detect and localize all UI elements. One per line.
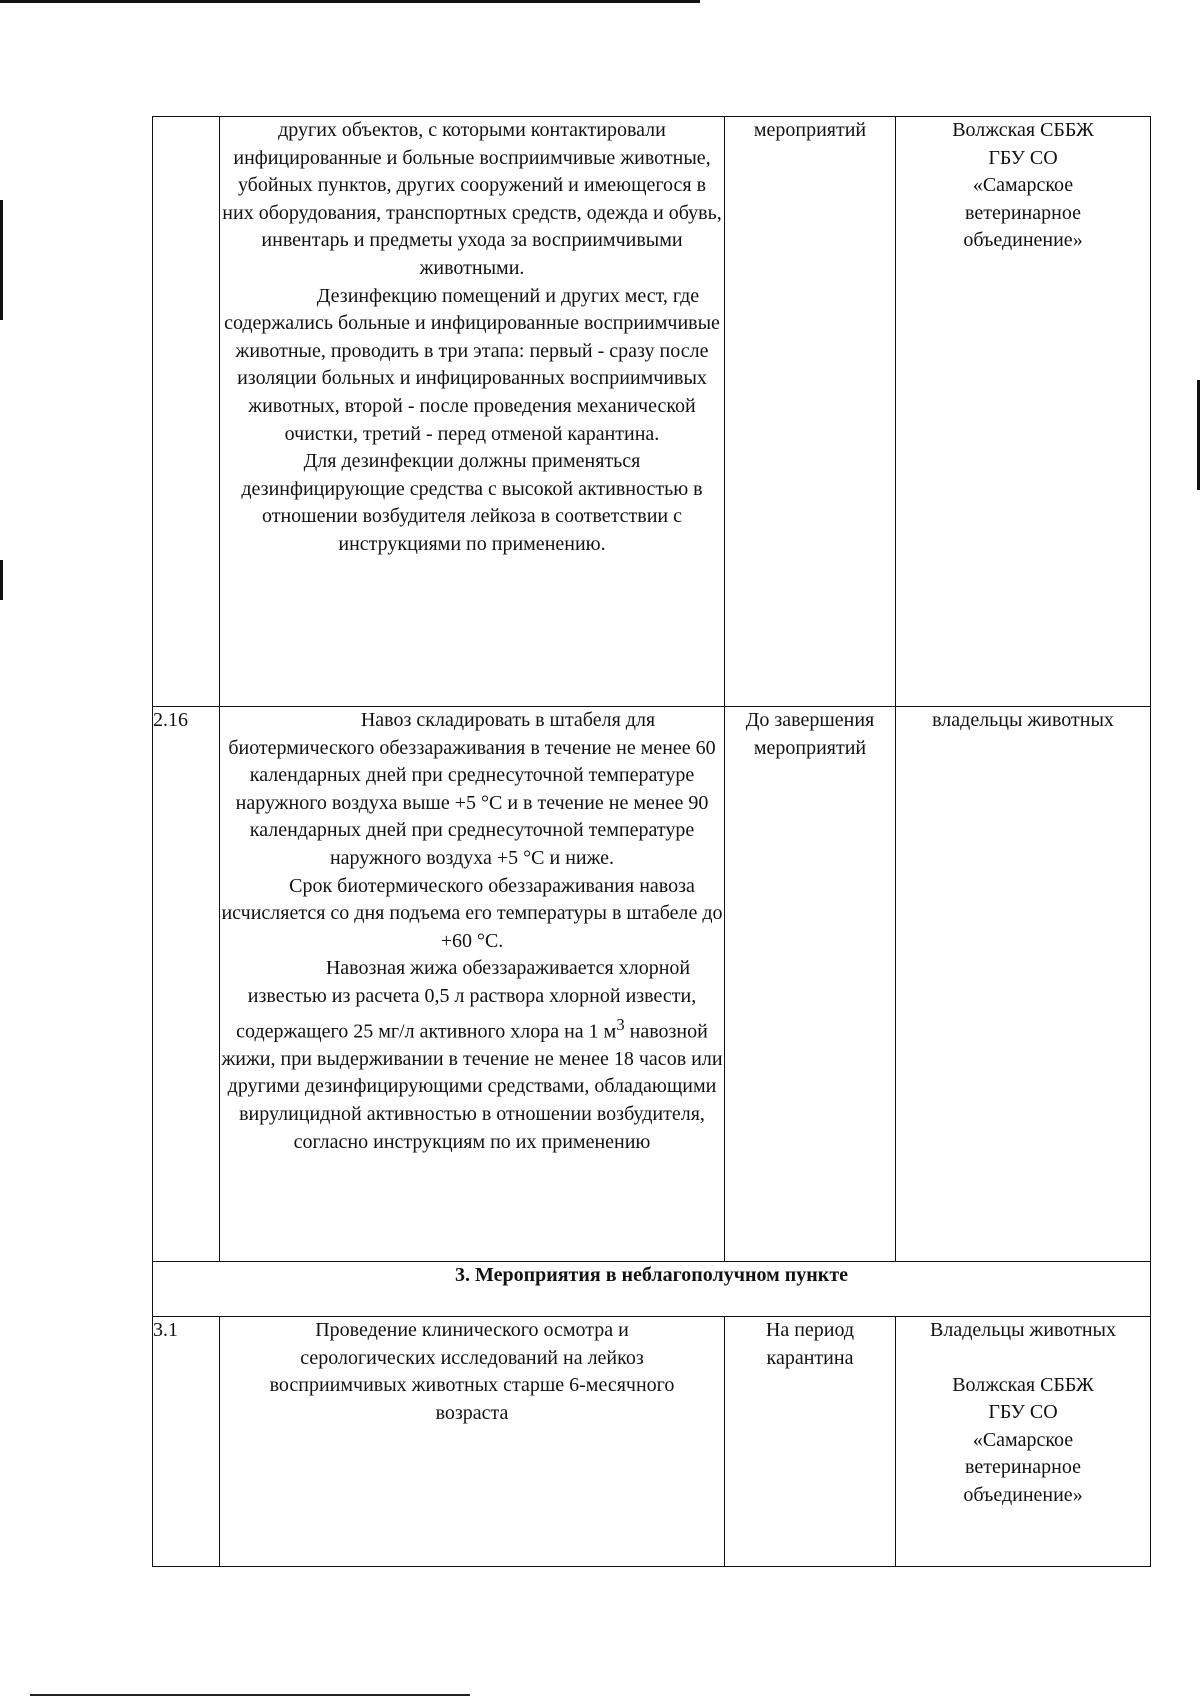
superscript-exponent: 3 [616,1014,625,1034]
responsible-entry: Владельцы животных [930,1319,1116,1341]
scan-mark-left [0,560,3,600]
measure-responsible [896,707,1151,1262]
scan-mark-left [0,200,3,320]
section-title: 3. Мероприятия в неблагополучном пункте [153,1262,1151,1317]
table-row [153,1317,1151,1567]
responsible-entry: владельцы животных [932,709,1114,731]
measure-description [220,1317,725,1567]
measure-responsible [896,117,1151,707]
row-number [153,117,220,707]
table-row [153,117,1151,707]
table-row [153,707,1151,1262]
measures-table [152,116,1151,1567]
scan-edge-bottom [30,1694,470,1696]
row-number: 2.16 [153,707,220,1262]
description-paragraph: Для дезинфекции должны применяться дезинфицирующие средства с высокой активностью в отношении возбудителя лейкоза в соответствии с инструкциями по применению. [241,450,703,555]
row-number: 3.1 [153,1317,220,1567]
description-text: навозной жижи, при выдерживании в течение не менее 18 часов или другими дезинфицирующими средствами, обладающими вирулицидной активностью в отношении возбудителя, согласно инструкциям по их применению [221,1020,723,1153]
description-text: Навозная жижа обеззараживается хлорной известью из расчета 0,5 л раствора хлорной извести, содержащего 25 мг/л активного хлора на 1 м [236,957,697,1043]
responsible-entry: Волжская СББЖ ГБУ СО «Самарское ветеринарное объединение» [952,119,1094,252]
section-header-row [153,1262,1151,1317]
measure-term: мероприятий [725,117,896,707]
scan-edge-top [0,0,700,3]
description-paragraph: Срок биотермического обеззараживания навоза исчисляется со дня подъема его температуры в штабеле до +60 °С. [221,874,723,952]
measure-term: На период карантина [725,1317,896,1567]
description-paragraph: Проведение клинического осмотра и серологических исследований на лейкоз восприимчивых животных старше 6-месячного возраста [269,1319,675,1424]
description-paragraph [220,955,724,1156]
measure-term: До завершения мероприятий [725,707,896,1262]
measure-responsible [896,1317,1151,1567]
description-paragraph: других объектов, с которыми контактировали инфицированные и больные восприимчивые животные, убойных пунктов, других сооружений и имеющегося в них оборудования, транспортных средств, одежда и обувь, инвентарь и предметы ухода за восприимчивыми животными. [222,119,722,279]
description-paragraph: Дезинфекцию помещений и других мест, где содержались больные и инфицированные восприимчивые животные, проводить в три этапа: первый - сразу после изоляции больных и инфицированных восприимчивых животных, второй - после проведения механической очистки, третий - перед отменой карантина. [224,284,720,445]
measure-description [220,117,725,707]
description-paragraph: Навоз складировать в штабеля для биотермического обеззараживания в течение не менее 60 календарных дней при среднесуточной температуре наружного воздуха выше +5 °С и в течение не менее 90 календарных дней при среднесуточной температуре наружного воздуха +5 °С и ниже. [228,709,716,869]
responsible-entry: Волжская СББЖ ГБУ СО «Самарское ветеринарное объединение» [952,1373,1094,1506]
measure-description [220,707,725,1262]
